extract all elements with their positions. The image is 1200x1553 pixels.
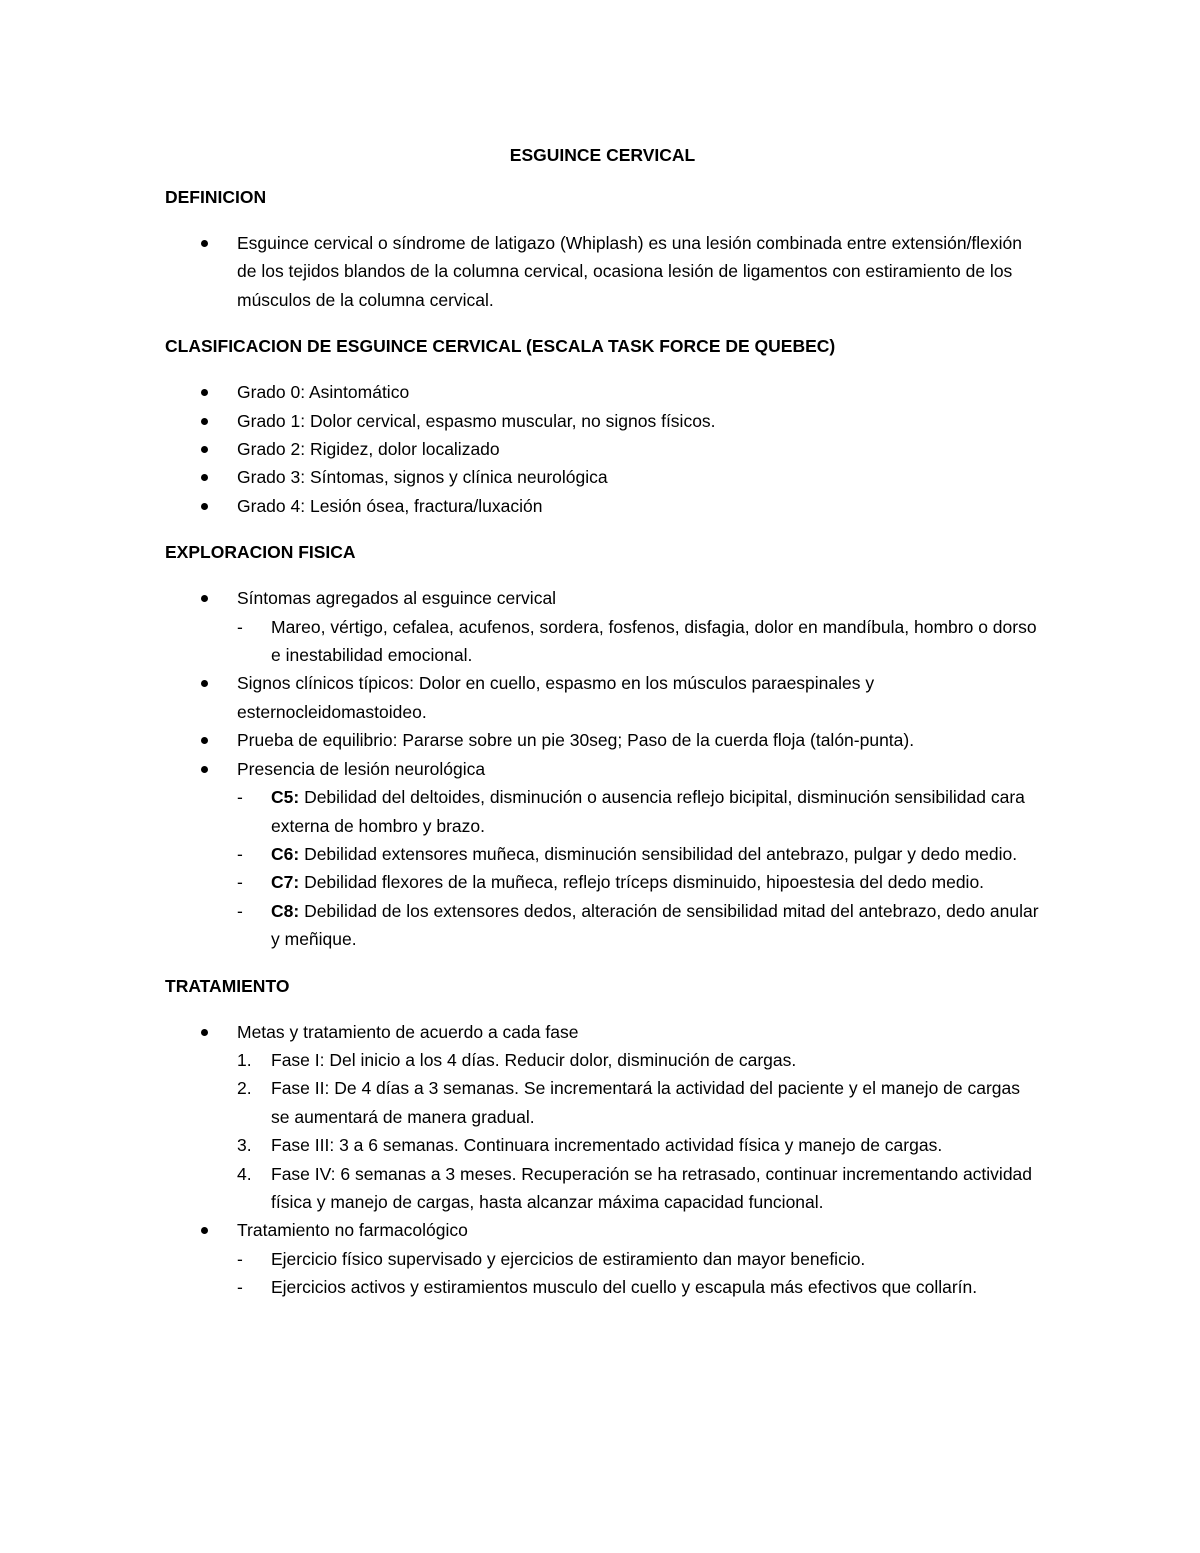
root-label: C6: xyxy=(271,843,300,864)
fases-list xyxy=(237,1046,1040,1216)
list-item-text: Metas y tratamiento de acuerdo a cada fase xyxy=(237,1021,579,1042)
list-item xyxy=(165,1018,1040,1217)
sub-list-item xyxy=(237,868,1040,896)
sub-list-item xyxy=(237,613,1040,670)
sub-list-item-text: Debilidad de los extensores dedos, alteración de sensibilidad mitad del antebrazo, dedo anular y meñique. xyxy=(271,900,1039,950)
dash-marker: - xyxy=(237,1248,243,1269)
list-item xyxy=(165,1216,1040,1301)
no-farm-sub-list xyxy=(237,1245,1040,1302)
list-item-text: Tratamiento no farmacológico xyxy=(237,1220,468,1241)
fase-text: Fase IV: 6 semanas a 3 meses. Recuperación se ha retrasado, continuar incrementando actividad física y manejo de cargas, hasta alcanzar máxima capacidad funcional. xyxy=(271,1163,1033,1212)
sub-list-item xyxy=(237,840,1040,868)
sub-list-item xyxy=(237,897,1040,954)
number-marker: 3. xyxy=(237,1135,252,1156)
sub-list-item-text: Mareo, vértigo, cefalea, acufenos, sordera, fosfenos, disfagia, dolor en mandíbula, hombro o dorso e inestabilidad emocional. xyxy=(271,616,1037,666)
list-item: Grado 4: Lesión ósea, fractura/luxación xyxy=(165,492,1040,520)
definicion-list xyxy=(165,229,1040,314)
root-label: C7: xyxy=(271,872,300,893)
sub-list-item-text: Debilidad flexores de la muñeca, reflejo tríceps disminuido, hipoestesia del dedo medio. xyxy=(299,872,985,893)
sub-list-item xyxy=(237,1245,1040,1273)
dash-marker: - xyxy=(237,1277,243,1298)
number-marker: 4. xyxy=(237,1163,252,1184)
clasificacion-list xyxy=(165,378,1040,520)
list-item: Grado 2: Rigidez, dolor localizado xyxy=(165,435,1040,463)
list-item-text: Presencia de lesión neurológica xyxy=(237,758,486,779)
dash-marker: - xyxy=(237,843,243,864)
heading-tratamiento: TRATAMIENTO xyxy=(165,975,290,996)
dash-marker: - xyxy=(237,872,243,893)
sub-list-item-text: Ejercicios activos y estiramientos musculo del cuello y escapula más efectivos que collarín. xyxy=(271,1277,978,1298)
fase-item xyxy=(237,1160,1040,1217)
list-item: Prueba de equilibrio: Pararse sobre un pie 30seg; Paso de la cuerda floja (talón-punta). xyxy=(165,726,1040,754)
heading-definicion: DEFINICION xyxy=(165,187,267,207)
number-marker: 2. xyxy=(237,1078,252,1099)
root-label: C5: xyxy=(271,787,300,808)
number-marker: 1. xyxy=(237,1049,252,1070)
dash-marker: - xyxy=(237,787,243,808)
list-item: Grado 0: Asintomático xyxy=(165,378,1040,406)
sub-list-item xyxy=(237,1273,1040,1301)
list-item: Grado 3: Síntomas, signos y clínica neurológica xyxy=(165,463,1040,491)
document-title: ESGUINCE CERVICAL xyxy=(509,145,696,165)
list-item: Esguince cervical o síndrome de latigazo (Whiplash) es una lesión combinada entre extensión/flexión de los tejidos blandos de la columna cervical, ocasiona lesión de ligamentos con estiramiento de los músculos de la columna cervical. xyxy=(165,229,1040,314)
sub-list xyxy=(237,613,1040,670)
dash-marker: - xyxy=(237,900,243,921)
list-item: Signos clínicos típicos: Dolor en cuello, espasmo en los músculos paraespinales y esternocleidomastoideo. xyxy=(165,669,1040,726)
dash-marker: - xyxy=(237,616,243,637)
tratamiento-list xyxy=(165,1018,1040,1302)
fase-text: Fase I: Del inicio a los 4 días. Reducir dolor, disminución de cargas. xyxy=(271,1049,797,1070)
list-item: Grado 1: Dolor cervical, espasmo muscular, no signos físicos. xyxy=(165,407,1040,435)
sub-list-item-text: Ejercicio físico supervisado y ejercicios de estiramiento dan mayor beneficio. xyxy=(271,1248,866,1269)
fase-text: Fase II: De 4 días a 3 semanas. Se incrementará la actividad del paciente y el manejo de cargas se aumentará de manera gradual. xyxy=(271,1078,1021,1127)
fase-item xyxy=(237,1131,1040,1159)
list-item xyxy=(165,755,1040,954)
heading-clasificacion: CLASIFICACION DE ESGUINCE CERVICAL (ESCALA TASK FORCE DE QUEBEC) xyxy=(165,336,836,357)
root-label: C8: xyxy=(271,900,300,921)
exploracion-list xyxy=(165,584,1040,953)
fase-text: Fase III: 3 a 6 semanas. Continuara incrementado actividad física y manejo de cargas. xyxy=(271,1135,943,1156)
list-item xyxy=(165,584,1040,669)
heading-exploracion: EXPLORACION FISICA xyxy=(165,542,356,563)
list-item-text: Síntomas agregados al esguince cervical xyxy=(237,588,557,609)
neuro-sub-list xyxy=(237,783,1040,953)
fase-item xyxy=(237,1046,1040,1074)
sub-list-item-text: Debilidad del deltoides, disminución o ausencia reflejo bicipital, disminución sensibilidad cara externa de hombro y brazo. xyxy=(271,787,1025,836)
sub-list-item xyxy=(237,783,1040,840)
fase-item xyxy=(237,1074,1040,1131)
sub-list-item-text: Debilidad extensores muñeca, disminución sensibilidad del antebrazo, pulgar y dedo medio. xyxy=(299,843,1018,864)
